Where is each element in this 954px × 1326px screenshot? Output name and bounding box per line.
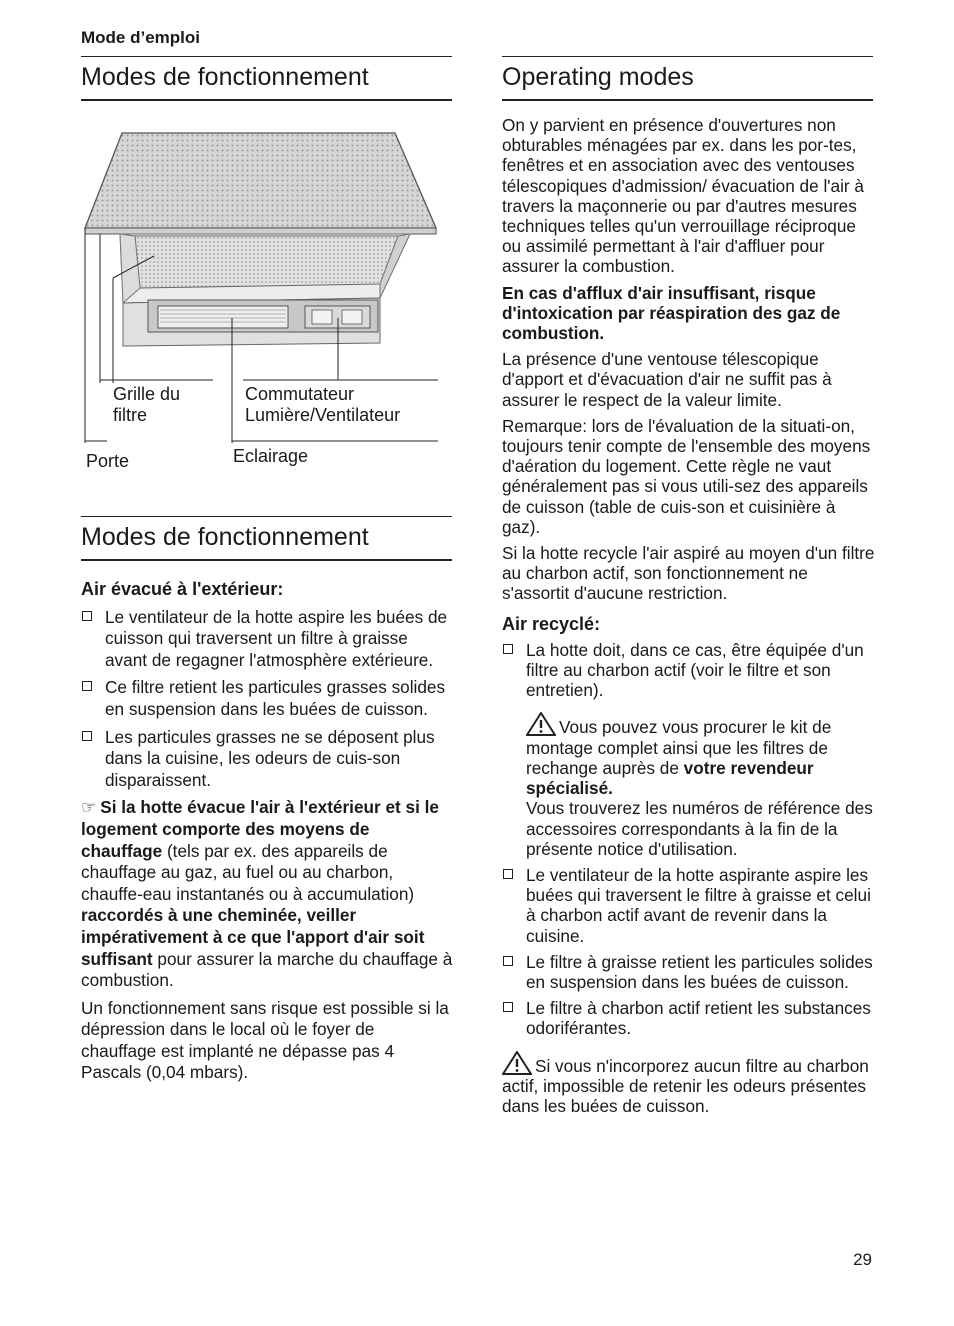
right-body [502,115,875,1122]
pointing-hand-icon: ☞ [81,798,97,818]
list-item: Les particules grasses ne se déposent plus dans la cuisine, les odeurs de cuis-son disparaissent. [81,727,454,792]
header-rule-right [502,56,873,57]
paragraph: Si la hotte recycle l'air aspiré au moyen d'un filtre au charbon actif, son fonctionnement ne s'assortit d'aucune restriction. [502,543,875,604]
checkbox-bullet-icon [82,731,92,741]
section-rule [81,516,452,517]
bullet-list-evacue [81,607,454,792]
checkbox-bullet-icon [503,1002,513,1012]
warning-note-2: Si vous n'incorporez aucun filtre au charbon actif, impossible de retenir les odeurs présentes dans les buées de cuisson. [502,1051,875,1117]
checkbox-bullet-icon [82,611,92,621]
paragraph: On y parvient en présence d'ouvertures non obturables ménagées par ex. dans les por-tes, fenêtres et en association avec des ventouses télescopiques d'admission/ évacuation de l'air à travers la maçonnerie ou par d'autres mesures techniques telles qu'un verrouillage réciproque ou assimilé permettant à l'air d'affluer pour assurer la combustion. [502,115,864,277]
warning-note: Vous pouvez vous procurer le kit de montage complet ainsi que les filtres de rechange auprès de votre revendeur spécialisé. Vous trouverez les numéros de référence des accessoires correspondants à la fin de la présente notice d'utilisation. [526,712,875,858]
warning-triangle-icon [526,712,556,736]
section-title-right: Operating modes [502,63,694,91]
checkbox-bullet-icon [503,956,513,966]
list-item: Ce filtre retient les particules grasses solides en suspension dans les buées de cuisson. [81,677,454,720]
section-title-left-2: Modes de fonctionnement [81,523,369,551]
paragraph: Remarque: lors de l'évaluation de la situati-on, toujours tenir compte de l'ensemble des moyens d'aération du logement. Cette règle ne vaut généralement pas si vous utili-sez des appareils de cuisson (table de cuis-son et cuisinière à gaz). [502,415,871,537]
bullet-list-recycle [502,640,875,1039]
label-porte: Porte [86,451,130,471]
section-title-left: Modes de fonctionnement [81,63,369,91]
hood-illustration [80,128,452,488]
list-item: La hotte doit, dans ce cas, être équipée d'un filtre au charbon actif (voir le filtre et son entretien). Vous pouvez vous procurer le kit de montage complet ainsi que les filtres de rechange auprès de votre revendeur spécialisé. Vous trouverez les numéros de référence des accessoires correspondants à la fin de la présente notice d'utilisation. [502,640,875,859]
list-item: Le filtre à charbon actif retient les substances odoriférantes. [502,998,875,1038]
checkbox-bullet-icon [503,644,513,654]
label-eclairage: Eclairage [233,446,309,466]
subheading-air-evacue: Air évacué à l'extérieur: [81,579,284,599]
warning-triangle-icon [502,1051,532,1075]
list-item: Le filtre à graisse retient les particules solides en suspension dans les buées de cuisson. [502,952,875,992]
label-commutateur: Commutateur Lumière/Ventilateur [245,384,401,425]
title-underline-right [502,99,873,101]
left-body [81,579,454,1090]
paragraph-end: Un fonctionnement sans risque est possible si la dépression dans le local où le foyer de chauffage est implanté ne dépasse pas 4 Pascals (0,04 mbars). [81,997,449,1083]
label-grille-filtre: Grille du filtre [113,384,181,425]
title-underline-2 [81,559,452,561]
list-item: Le ventilateur de la hotte aspire les buées de cuisson qui traversent un filtre à graisse avant de regagner l'atmosphère extérieure. [81,607,454,672]
checkbox-bullet-icon [503,869,513,879]
checkbox-bullet-icon [82,681,92,691]
warning-paragraph: En cas d'afflux d'air insuffisant, risque d'intoxication par réaspiration des gaz de combustion. [502,282,841,344]
subheading-air-recycle: Air recyclé: [502,613,601,634]
title-underline [81,99,452,101]
running-header: Mode d’emploi [81,28,200,47]
note-paragraph: ☞ Si la hotte évacue l'air à l'extérieur et si le logement comporte des moyens de chauffage (tels par ex. des appareils de chauffage au gaz, au fuel ou au charbon, chauffe-eau instantanés ou à accumulation) raccordés à une cheminée, veiller impérativement à ce que l'apport d'air soit suffisant pour assurer la marche du chauffage à combustion. [81,797,453,991]
list-item: Le ventilateur de la hotte aspirante aspire les buées qui traversent le filtre à graisse et celui à charbon actif avant de revenir dans la cuisine. [502,865,875,946]
header-rule [81,56,452,57]
paragraph: La présence d'une ventouse télescopique d'apport et d'évacuation d'air ne suffit pas à assurer le respect de la valeur limite. [502,349,832,410]
page-number: 29 [853,1250,872,1269]
